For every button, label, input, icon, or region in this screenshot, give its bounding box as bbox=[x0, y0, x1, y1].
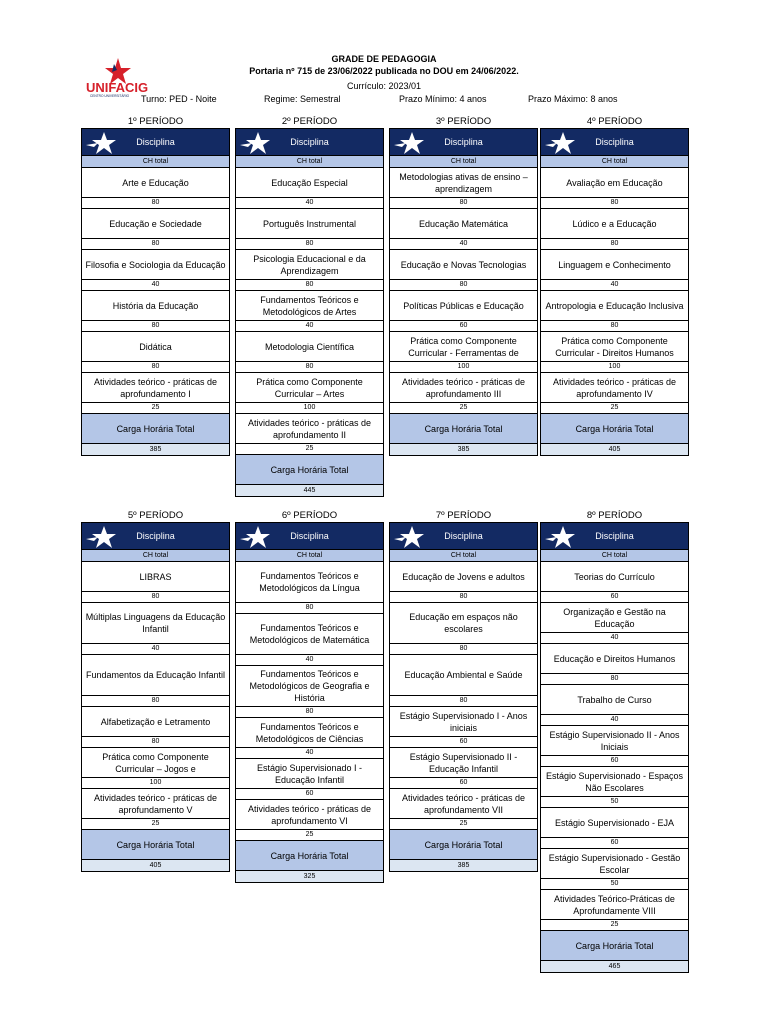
carga-horaria-total-value: 405 bbox=[82, 860, 229, 871]
discipline-ch: 80 bbox=[82, 239, 229, 250]
disciplina-header bbox=[82, 523, 229, 550]
discipline-ch: 25 bbox=[82, 403, 229, 414]
discipline-ch: 60 bbox=[541, 838, 688, 849]
discipline-ch: 80 bbox=[390, 198, 537, 209]
ch-total-header: CH total bbox=[541, 550, 688, 562]
discipline-ch: 50 bbox=[541, 797, 688, 808]
discipline-name: Antropologia e Educação Inclusiva bbox=[541, 291, 688, 321]
period-title: 6º PERÍODO bbox=[281, 510, 338, 521]
period-table bbox=[235, 522, 384, 883]
period-table bbox=[540, 128, 689, 456]
discipline-name: Alfabetização e Letramento bbox=[82, 707, 229, 737]
discipline-name: Educação Ambiental e Saúde bbox=[390, 655, 537, 696]
discipline-name: Estágio Supervisionado - EJA bbox=[541, 808, 688, 838]
period-title: 1º PERÍODO bbox=[127, 116, 184, 127]
disciplina-label: Disciplina bbox=[595, 531, 634, 541]
ch-total-header: CH total bbox=[82, 156, 229, 168]
disciplina-label: Disciplina bbox=[290, 531, 329, 541]
discipline-name: Avaliação em Educação bbox=[541, 168, 688, 198]
period-table bbox=[389, 522, 538, 872]
prazo-minimo-text: Prazo Mínimo: 4 anos bbox=[399, 94, 487, 104]
discipline-name: Lúdico e a Educação bbox=[541, 209, 688, 239]
discipline-ch: 100 bbox=[236, 403, 383, 414]
period-title: 8º PERÍODO bbox=[586, 510, 643, 521]
disciplina-header bbox=[541, 129, 688, 156]
discipline-name: Teorias do Currículo bbox=[541, 562, 688, 592]
discipline-ch: 40 bbox=[236, 748, 383, 759]
discipline-ch: 80 bbox=[236, 239, 383, 250]
discipline-ch: 25 bbox=[390, 819, 537, 830]
carga-horaria-total-label: Carga Horária Total bbox=[390, 830, 537, 860]
discipline-name: Educação Matemática bbox=[390, 209, 537, 239]
period-table bbox=[540, 522, 689, 973]
carga-horaria-total-value: 405 bbox=[541, 444, 688, 455]
discipline-ch: 60 bbox=[390, 737, 537, 748]
carga-horaria-total-label: Carga Horária Total bbox=[236, 455, 383, 485]
disciplina-label: Disciplina bbox=[595, 137, 634, 147]
discipline-name: Estágio Supervisionado I - Anos iniciais bbox=[390, 707, 537, 737]
discipline-ch: 80 bbox=[390, 592, 537, 603]
discipline-name: Português Instrumental bbox=[236, 209, 383, 239]
discipline-name: Políticas Públicas e Educação bbox=[390, 291, 537, 321]
discipline-name: LIBRAS bbox=[82, 562, 229, 592]
carga-horaria-total-label: Carga Horária Total bbox=[390, 414, 537, 444]
prazo-maximo-text: Prazo Máximo: 8 anos bbox=[528, 94, 618, 104]
disciplina-header bbox=[236, 523, 383, 550]
discipline-name: Atividades teórico - práticas de aprofundamento V bbox=[82, 789, 229, 819]
discipline-name: Fundamentos Teóricos e Metodológicos da Língua bbox=[236, 562, 383, 603]
disciplina-label: Disciplina bbox=[136, 137, 175, 147]
discipline-ch: 40 bbox=[541, 280, 688, 291]
discipline-ch: 60 bbox=[541, 756, 688, 767]
discipline-name: Educação e Direitos Humanos bbox=[541, 644, 688, 674]
discipline-ch: 40 bbox=[82, 644, 229, 655]
carga-horaria-total-value: 325 bbox=[236, 871, 383, 882]
discipline-name: Atividades Teórico-Práticas de Aprofundamente VIII bbox=[541, 890, 688, 920]
discipline-ch: 80 bbox=[390, 696, 537, 707]
discipline-name: Filosofia e Sociologia da Educação bbox=[82, 250, 229, 280]
discipline-ch: 40 bbox=[236, 655, 383, 666]
discipline-ch: 80 bbox=[82, 696, 229, 707]
discipline-name: Fundamentos Teóricos e Metodológicos de Matemática bbox=[236, 614, 383, 655]
discipline-ch: 80 bbox=[82, 198, 229, 209]
discipline-ch: 80 bbox=[390, 280, 537, 291]
disciplina-label: Disciplina bbox=[444, 531, 483, 541]
discipline-name: Atividades teórico - práticas de aprofundamento VI bbox=[236, 800, 383, 830]
discipline-ch: 80 bbox=[82, 592, 229, 603]
discipline-ch: 60 bbox=[236, 789, 383, 800]
ch-total-header: CH total bbox=[390, 156, 537, 168]
star-icon bbox=[238, 131, 272, 155]
disciplina-label: Disciplina bbox=[136, 531, 175, 541]
carga-horaria-total-value: 385 bbox=[82, 444, 229, 455]
discipline-ch: 80 bbox=[82, 321, 229, 332]
turno-text: Turno: PED - Noite bbox=[141, 94, 217, 104]
discipline-ch: 25 bbox=[236, 830, 383, 841]
discipline-name: Didática bbox=[82, 332, 229, 362]
discipline-name: Atividades teórico - práticas de aprofundamento I bbox=[82, 373, 229, 403]
disciplina-label: Disciplina bbox=[290, 137, 329, 147]
discipline-ch: 40 bbox=[236, 321, 383, 332]
discipline-name: Estágio Supervisionado - Gestão Escolar bbox=[541, 849, 688, 879]
disciplina-header bbox=[236, 129, 383, 156]
carga-horaria-total-label: Carga Horária Total bbox=[82, 830, 229, 860]
period-title: 2º PERÍODO bbox=[281, 116, 338, 127]
disciplina-header bbox=[390, 523, 537, 550]
discipline-ch: 100 bbox=[82, 778, 229, 789]
period-table bbox=[81, 128, 230, 456]
discipline-name: Estágio Supervisionado II - Anos Iniciais bbox=[541, 726, 688, 756]
discipline-name: História da Educação bbox=[82, 291, 229, 321]
discipline-name: Estágio Supervisionado I - Educação Infantil bbox=[236, 759, 383, 789]
discipline-ch: 50 bbox=[541, 879, 688, 890]
star-icon bbox=[84, 131, 118, 155]
discipline-ch: 80 bbox=[541, 198, 688, 209]
page-title: GRADE DE PEDAGOGIA bbox=[331, 54, 437, 64]
discipline-name: Linguagem e Conhecimento bbox=[541, 250, 688, 280]
discipline-ch: 60 bbox=[390, 321, 537, 332]
star-icon bbox=[392, 131, 426, 155]
period-title: 5º PERÍODO bbox=[127, 510, 184, 521]
svg-text:CENTRO UNIVERSITÁRIO: CENTRO UNIVERSITÁRIO bbox=[90, 94, 130, 98]
discipline-name: Trabalho de Curso bbox=[541, 685, 688, 715]
carga-horaria-total-label: Carga Horária Total bbox=[236, 841, 383, 871]
star-icon bbox=[543, 131, 577, 155]
discipline-name: Arte e Educação bbox=[82, 168, 229, 198]
svg-text:UNIFACIG: UNIFACIG bbox=[86, 80, 149, 95]
discipline-ch: 25 bbox=[236, 444, 383, 455]
discipline-name: Prática como Componente Curricular – Jogos e bbox=[82, 748, 229, 778]
discipline-name: Metodologias ativas de ensino – aprendizagem bbox=[390, 168, 537, 198]
discipline-name: Educação em espaços não escolares bbox=[390, 603, 537, 644]
period-title: 3º PERÍODO bbox=[435, 116, 492, 127]
discipline-name: Estágio Supervisionado - Espaços Não Escolares bbox=[541, 767, 688, 797]
discipline-ch: 25 bbox=[541, 403, 688, 414]
period-table bbox=[81, 522, 230, 872]
disciplina-header bbox=[82, 129, 229, 156]
discipline-name: Atividades teórico - práticas de aprofundamento II bbox=[236, 414, 383, 444]
carga-horaria-total-label: Carga Horária Total bbox=[541, 931, 688, 961]
discipline-name: Atividades teórico - práticas de aprofundamento IV bbox=[541, 373, 688, 403]
discipline-ch: 25 bbox=[82, 819, 229, 830]
discipline-name: Estágio Supervisionado II - Educação Infantil bbox=[390, 748, 537, 778]
ch-total-header: CH total bbox=[541, 156, 688, 168]
carga-horaria-total-value: 445 bbox=[236, 485, 383, 496]
period-title: 7º PERÍODO bbox=[435, 510, 492, 521]
discipline-ch: 80 bbox=[541, 674, 688, 685]
discipline-name: Educação de Jovens e adultos bbox=[390, 562, 537, 592]
discipline-ch: 40 bbox=[541, 715, 688, 726]
period-title: 4º PERÍODO bbox=[586, 116, 643, 127]
discipline-ch: 80 bbox=[236, 362, 383, 373]
ch-total-header: CH total bbox=[236, 550, 383, 562]
period-table bbox=[235, 128, 384, 497]
carga-horaria-total-value: 385 bbox=[390, 444, 537, 455]
discipline-name: Prática como Componente Curricular - Ferramentas de bbox=[390, 332, 537, 362]
discipline-name: Fundamentos da Educação Infantil bbox=[82, 655, 229, 696]
curriculo-text: Currículo: 2023/01 bbox=[346, 81, 422, 91]
discipline-name: Múltiplas Linguagens da Educação Infantil bbox=[82, 603, 229, 644]
discipline-ch: 80 bbox=[236, 280, 383, 291]
discipline-ch: 25 bbox=[390, 403, 537, 414]
discipline-name: Fundamentos Teóricos e Metodológicos de Artes bbox=[236, 291, 383, 321]
discipline-name: Atividades teórico - práticas de aprofundamento III bbox=[390, 373, 537, 403]
discipline-ch: 25 bbox=[541, 920, 688, 931]
star-icon bbox=[238, 525, 272, 549]
discipline-ch: 80 bbox=[236, 603, 383, 614]
period-table bbox=[389, 128, 538, 456]
disciplina-header bbox=[541, 523, 688, 550]
star-icon bbox=[392, 525, 426, 549]
carga-horaria-total-label: Carga Horária Total bbox=[82, 414, 229, 444]
discipline-ch: 80 bbox=[82, 362, 229, 373]
discipline-name: Prática como Componente Curricular - Direitos Humanos bbox=[541, 332, 688, 362]
discipline-ch: 100 bbox=[541, 362, 688, 373]
ch-total-header: CH total bbox=[82, 550, 229, 562]
discipline-name: Organização e Gestão na Educação bbox=[541, 603, 688, 633]
discipline-ch: 40 bbox=[390, 239, 537, 250]
discipline-ch: 40 bbox=[82, 280, 229, 291]
disciplina-label: Disciplina bbox=[444, 137, 483, 147]
discipline-name: Prática como Componente Curricular – Artes bbox=[236, 373, 383, 403]
discipline-name: Educação e Sociedade bbox=[82, 209, 229, 239]
ch-total-header: CH total bbox=[236, 156, 383, 168]
discipline-ch: 60 bbox=[541, 592, 688, 603]
discipline-name: Fundamentos Teóricos e Metodológicos de Ciências bbox=[236, 718, 383, 748]
discipline-ch: 80 bbox=[541, 239, 688, 250]
discipline-ch: 80 bbox=[236, 707, 383, 718]
discipline-ch: 80 bbox=[390, 644, 537, 655]
carga-horaria-total-value: 385 bbox=[390, 860, 537, 871]
discipline-name: Educação Especial bbox=[236, 168, 383, 198]
carga-horaria-total-value: 465 bbox=[541, 961, 688, 972]
discipline-name: Educação e Novas Tecnologias bbox=[390, 250, 537, 280]
discipline-ch: 40 bbox=[541, 633, 688, 644]
ch-total-header: CH total bbox=[390, 550, 537, 562]
discipline-name: Fundamentos Teóricos e Metodológicos de Geografia e História bbox=[236, 666, 383, 707]
disciplina-header bbox=[390, 129, 537, 156]
discipline-ch: 100 bbox=[390, 362, 537, 373]
discipline-ch: 80 bbox=[82, 737, 229, 748]
discipline-ch: 60 bbox=[390, 778, 537, 789]
discipline-name: Psicologia Educacional e da Aprendizagem bbox=[236, 250, 383, 280]
discipline-ch: 80 bbox=[541, 321, 688, 332]
star-icon bbox=[543, 525, 577, 549]
regime-text: Regime: Semestral bbox=[264, 94, 341, 104]
discipline-ch: 40 bbox=[236, 198, 383, 209]
discipline-name: Metodologia Científica bbox=[236, 332, 383, 362]
discipline-name: Atividades teórico - práticas de aprofundamento VII bbox=[390, 789, 537, 819]
portaria-text: Portaria nº 715 de 23/06/2022 publicada no DOU em 24/06/2022. bbox=[249, 66, 519, 76]
star-icon bbox=[84, 525, 118, 549]
carga-horaria-total-label: Carga Horária Total bbox=[541, 414, 688, 444]
